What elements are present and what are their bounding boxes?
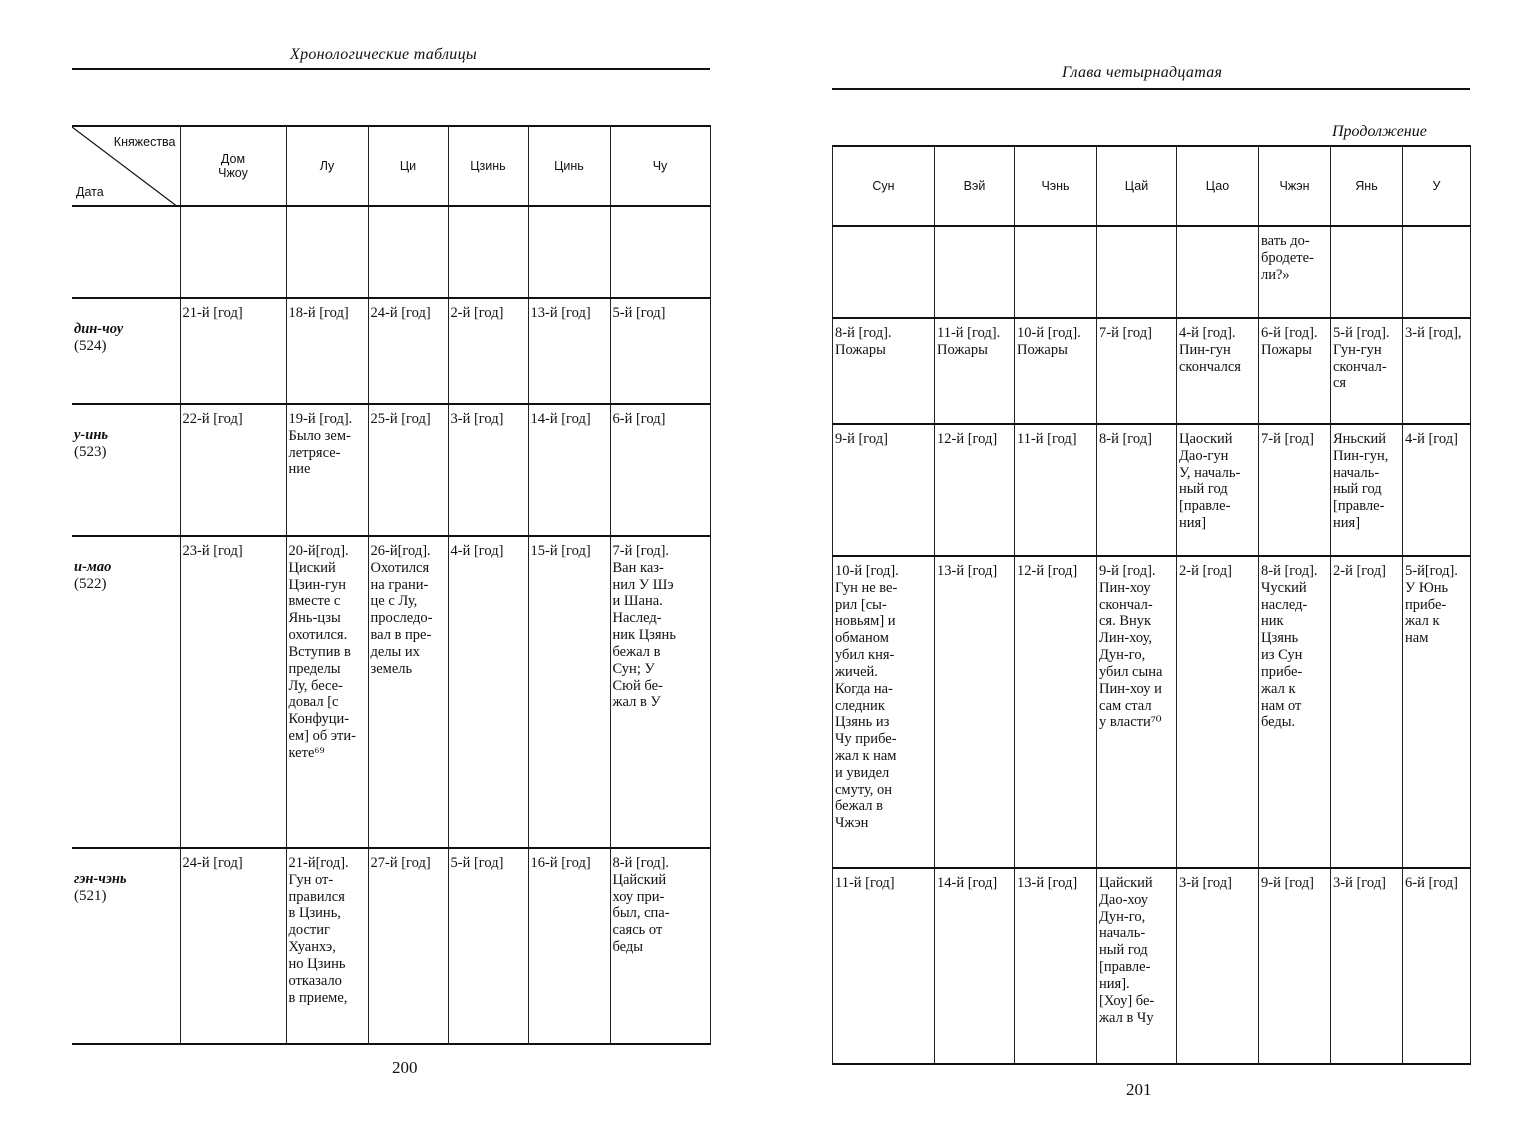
table-cell: 24-й [год]	[180, 848, 286, 1044]
table-cell: 5-й [год]	[610, 298, 710, 404]
chronology-table-right	[832, 145, 1471, 1065]
table-row	[72, 536, 710, 848]
table-cell: 8-й [год]. Пожары	[833, 318, 935, 424]
table-cell: 4-й [год]	[1403, 424, 1471, 556]
table-cell	[935, 226, 1015, 318]
cyclical-date: гэн-чэнь	[74, 871, 127, 887]
date-cell	[72, 848, 180, 1044]
table-cell: 2-й [год]	[1331, 556, 1403, 868]
date-cell	[72, 206, 180, 298]
table-header-row	[72, 126, 710, 206]
table-cell: 7-й [год]	[1097, 318, 1177, 424]
page-number-right: 201	[1126, 1080, 1152, 1099]
header-rule-right	[832, 88, 1470, 90]
page-number-left: 200	[392, 1058, 418, 1077]
year: (523)	[74, 443, 107, 460]
table-cell: вать до- бродете- ли?»	[1259, 226, 1331, 318]
table-cell: 4-й [год]. Пин-гун скончался	[1177, 318, 1259, 424]
column-header: Чэнь	[1015, 146, 1097, 226]
table-cell: 11-й [год]. Пожары	[935, 318, 1015, 424]
table-cell: 13-й [год]	[935, 556, 1015, 868]
table-cell: 6-й [год]	[610, 404, 710, 536]
corner-label-principalities: Княжества	[113, 135, 176, 149]
table-header-row	[833, 146, 1471, 226]
table-row	[72, 848, 710, 1044]
table-cell: 7-й [год]. Ван каз- нил У Шэ и Шана. Наслед- ник Цзянь бежал в Сун; У Сюй бе- жал в У	[610, 536, 710, 848]
table-row	[72, 206, 710, 298]
table-cell: 22-й [год]	[180, 404, 286, 536]
table-cell: 21-й [год]	[180, 298, 286, 404]
table-cell: 12-й [год]	[1015, 556, 1097, 868]
table-cell: 6-й [год]	[1403, 868, 1471, 1064]
cyclical-date: у-инь	[74, 427, 109, 443]
date-cell	[72, 536, 180, 848]
column-header: Дом Чжоу	[180, 126, 286, 206]
table-row	[833, 556, 1471, 868]
table-cell: 2-й [год]	[1177, 556, 1259, 868]
table-cell	[368, 206, 448, 298]
table-cell: 18-й [год]	[286, 298, 368, 404]
year: (521)	[74, 887, 107, 904]
table-cell: 9-й [год]	[833, 424, 935, 556]
date-cell	[72, 404, 180, 536]
year: (522)	[74, 575, 107, 592]
table-cell: 2-й [год]	[448, 298, 528, 404]
column-header: Лу	[286, 126, 368, 206]
column-header: Цай	[1097, 146, 1177, 226]
table-cell: 20-й[год]. Циский Цзин-гун вместе с Янь-цзы охотился. Вступив в пределы Лу, бесе- довал [с Конфуци- ем] об эти- кете⁶⁹	[286, 536, 368, 848]
table-cell: 26-й[год]. Охотился на грани- це с Лу, проследо- вал в пре- делы их земель	[368, 536, 448, 848]
table-cell: 3-й [год],	[1403, 318, 1471, 424]
right-page	[760, 0, 1522, 1138]
table-row	[833, 868, 1471, 1064]
cyclical-date: и-мао	[74, 559, 112, 575]
table-cell	[448, 206, 528, 298]
column-header: Янь	[1331, 146, 1403, 226]
table-cell: 9-й [год]. Пин-хоу скончал- ся. Внук Лин-хоу, Дун-го, убил сына Пин-хоу и сам стал у власти⁷⁰	[1097, 556, 1177, 868]
table-cell: 11-й [год]	[833, 868, 935, 1064]
table-cell: 24-й [год]	[368, 298, 448, 404]
table-cell: 25-й [год]	[368, 404, 448, 536]
table-cell: Яньский Пин-гун, началь- ный год [правле- ния]	[1331, 424, 1403, 556]
table-cell: 3-й [год]	[1331, 868, 1403, 1064]
table-row	[72, 298, 710, 404]
table-cell	[286, 206, 368, 298]
table-cell: 5-й[год]. У Юнь прибе- жал к нам	[1403, 556, 1471, 868]
table-cell: Цайский Дао-хоу Дун-го, началь- ный год [правле- ния]. [Хоу] бе- жал в Чу	[1097, 868, 1177, 1064]
table-cell: 5-й [год]. Гун-гун скончал- ся	[1331, 318, 1403, 424]
table-cell: 13-й [год]	[528, 298, 610, 404]
header-corner	[72, 126, 180, 206]
table-cell: 19-й [год]. Было зем- летрясе- ние	[286, 404, 368, 536]
chronology-table-left	[72, 125, 711, 1045]
table-cell: 6-й [год]. Пожары	[1259, 318, 1331, 424]
table-cell: 14-й [год]	[935, 868, 1015, 1064]
table-cell: 3-й [год]	[448, 404, 528, 536]
column-header: Цзинь	[448, 126, 528, 206]
cyclical-date: дин-чоу	[74, 321, 124, 337]
column-header: У	[1403, 146, 1471, 226]
continuation-label: Продолжение	[1332, 123, 1427, 140]
table-cell: 21-й[год]. Гун от- правился в Цзинь, достиг Хуанхэ, но Цзинь отказало в приеме,	[286, 848, 368, 1044]
table-cell: 8-й [год]	[1097, 424, 1177, 556]
table-cell	[1177, 226, 1259, 318]
table-cell: 4-й [год]	[448, 536, 528, 848]
table-cell: 14-й [год]	[528, 404, 610, 536]
table-cell: 16-й [год]	[528, 848, 610, 1044]
date-cell	[72, 298, 180, 404]
running-head-right: Глава четырнадцатая	[1062, 64, 1223, 81]
table-cell: 3-й [год]	[1177, 868, 1259, 1064]
table-row	[833, 318, 1471, 424]
table-cell	[528, 206, 610, 298]
table-cell: 5-й [год]	[448, 848, 528, 1044]
column-header: Чу	[610, 126, 710, 206]
table-cell: 10-й [год]. Пожары	[1015, 318, 1097, 424]
table-cell	[1015, 226, 1097, 318]
column-header: Цинь	[528, 126, 610, 206]
table-cell: 9-й [год]	[1259, 868, 1331, 1064]
table-cell: 12-й [год]	[935, 424, 1015, 556]
running-head-left: Хронологические таблицы	[290, 46, 478, 63]
table-cell	[833, 226, 935, 318]
year: (524)	[74, 337, 107, 354]
column-header: Вэй	[935, 146, 1015, 226]
table-cell	[1097, 226, 1177, 318]
table-cell	[1331, 226, 1403, 318]
table-row	[833, 424, 1471, 556]
table-cell: 7-й [год]	[1259, 424, 1331, 556]
table-cell: 8-й [год]. Цайский хоу при- был, спа- саясь от беды	[610, 848, 710, 1044]
table-cell: 11-й [год]	[1015, 424, 1097, 556]
left-page	[0, 0, 760, 1138]
table-row	[833, 226, 1471, 318]
corner-label-date: Дата	[76, 184, 104, 199]
table-cell: 8-й [год]. Чуский наслед- ник Цзянь из Сун прибе- жал к нам от беды.	[1259, 556, 1331, 868]
table-cell: 27-й [год]	[368, 848, 448, 1044]
table-cell: Цаоский Дао-гун У, началь- ный год [правле- ния]	[1177, 424, 1259, 556]
table-cell	[610, 206, 710, 298]
column-header: Сун	[833, 146, 935, 226]
table-cell: 13-й [год]	[1015, 868, 1097, 1064]
table-cell	[180, 206, 286, 298]
table-cell	[1403, 226, 1471, 318]
table-cell: 23-й [год]	[180, 536, 286, 848]
table-cell: 15-й [год]	[528, 536, 610, 848]
column-header: Цао	[1177, 146, 1259, 226]
table-row	[72, 404, 710, 536]
header-rule-left	[72, 68, 710, 70]
column-header: Ци	[368, 126, 448, 206]
column-header: Чжэн	[1259, 146, 1331, 226]
table-cell: 10-й [год]. Гун не ве- рил [сы- новьям] и обманом убил кня- жичей. Когда на- следник Цзянь из Чу прибе- жал к нам и увидел смуту, он бежал в Чжэн	[833, 556, 935, 868]
